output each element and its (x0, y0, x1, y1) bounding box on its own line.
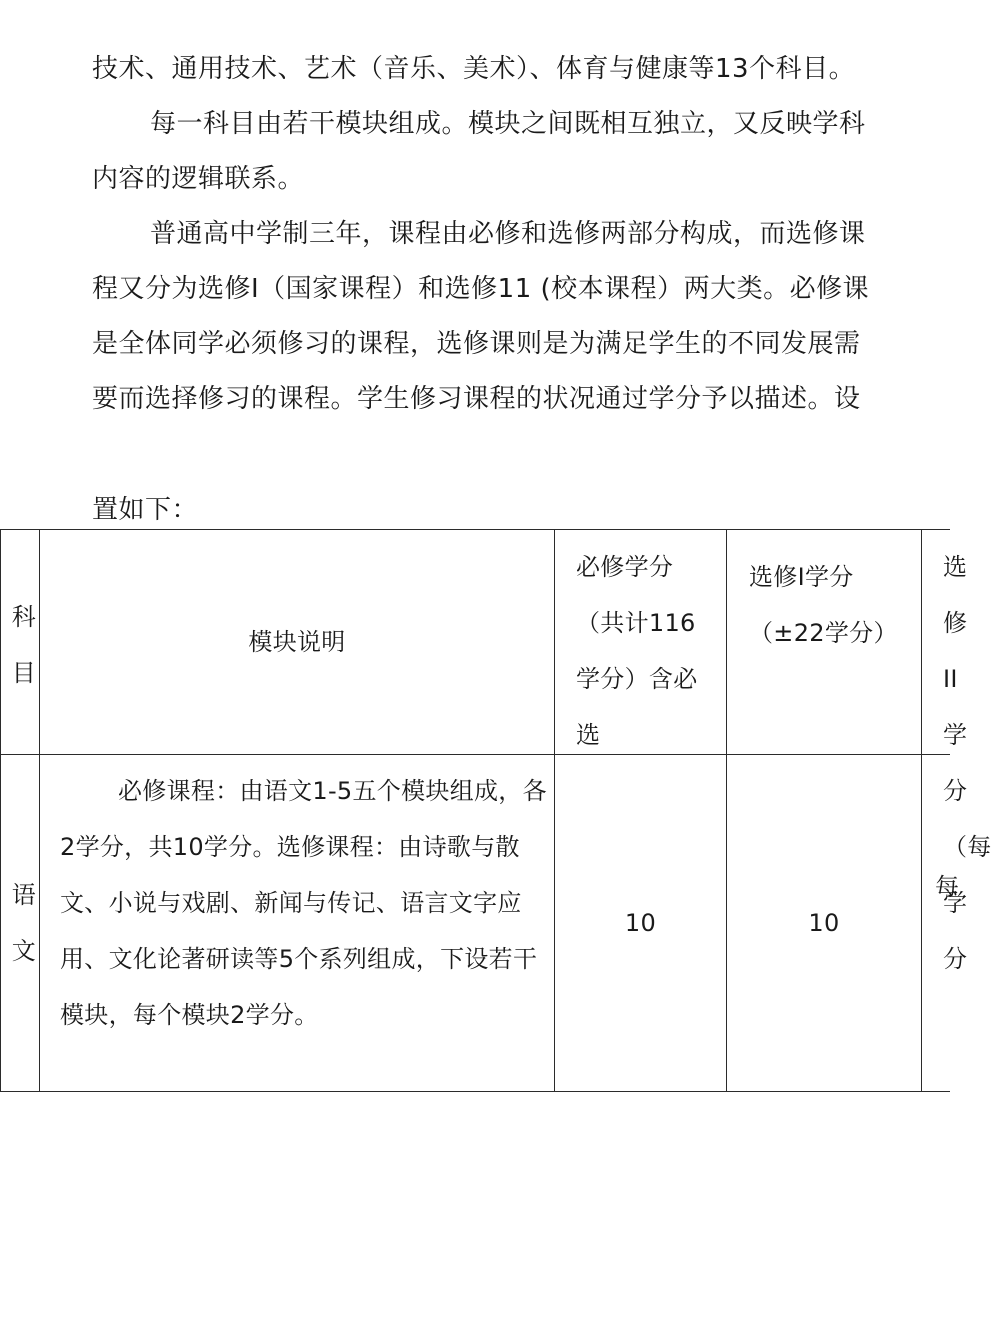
row-elective2-credits: 每 (935, 873, 960, 901)
column-divider-2 (554, 529, 555, 1092)
table-border-bottom (0, 1091, 950, 1092)
row-module-description: 必修课程：由语文1-5五个模块组成，各2学分，共10学分。选修课程：由诗歌与散文、小说与戏剧、新闻与传记、语言文字应用、文化论著研读等5个系列组成，下设若干模块，每个模块2学分。 (60, 777, 547, 1029)
row-elective1-credits: 10 (808, 909, 840, 937)
curriculum-table (0, 529, 992, 1092)
row-subject: 语文 (11, 881, 36, 965)
header-elective1-credits: 选修I学分（±22学分） (749, 563, 898, 647)
table-border-top (0, 529, 950, 530)
column-divider-3 (726, 529, 727, 1092)
paragraph-modules: 每一科目由若干模块组成。模块之间既相互独立，又反映学科内容的逻辑联系。 (92, 109, 866, 194)
header-subject: 科目 (11, 603, 36, 687)
column-divider-4 (921, 529, 922, 1092)
paragraph-setup: 置如下： (92, 495, 199, 525)
table-row-divider (0, 754, 950, 755)
header-required-credits: 必修学分（共计116学分）含必选 (576, 553, 698, 749)
row-required-credits: 10 (624, 909, 657, 937)
header-elective2-credits: 选修II学分（每学分 (943, 553, 992, 973)
paragraph-curriculum: 普通高中学制三年，课程由必修和选修两部分构成，而选修课程又分为选修I（国家课程）和选修11 (校本课程）两大类。必修课是全体同学必须修习的课程，选修课则是为满足学生的不同发展需要而选择修习的课程。学生修习课程的状况通过学分予以描述。设 (92, 219, 870, 414)
paragraph-subjects: 技术、通用技术、艺术（音乐、美术）、体育与健康等13个科目。 (92, 54, 856, 84)
header-module: 模块说明 (248, 628, 346, 656)
